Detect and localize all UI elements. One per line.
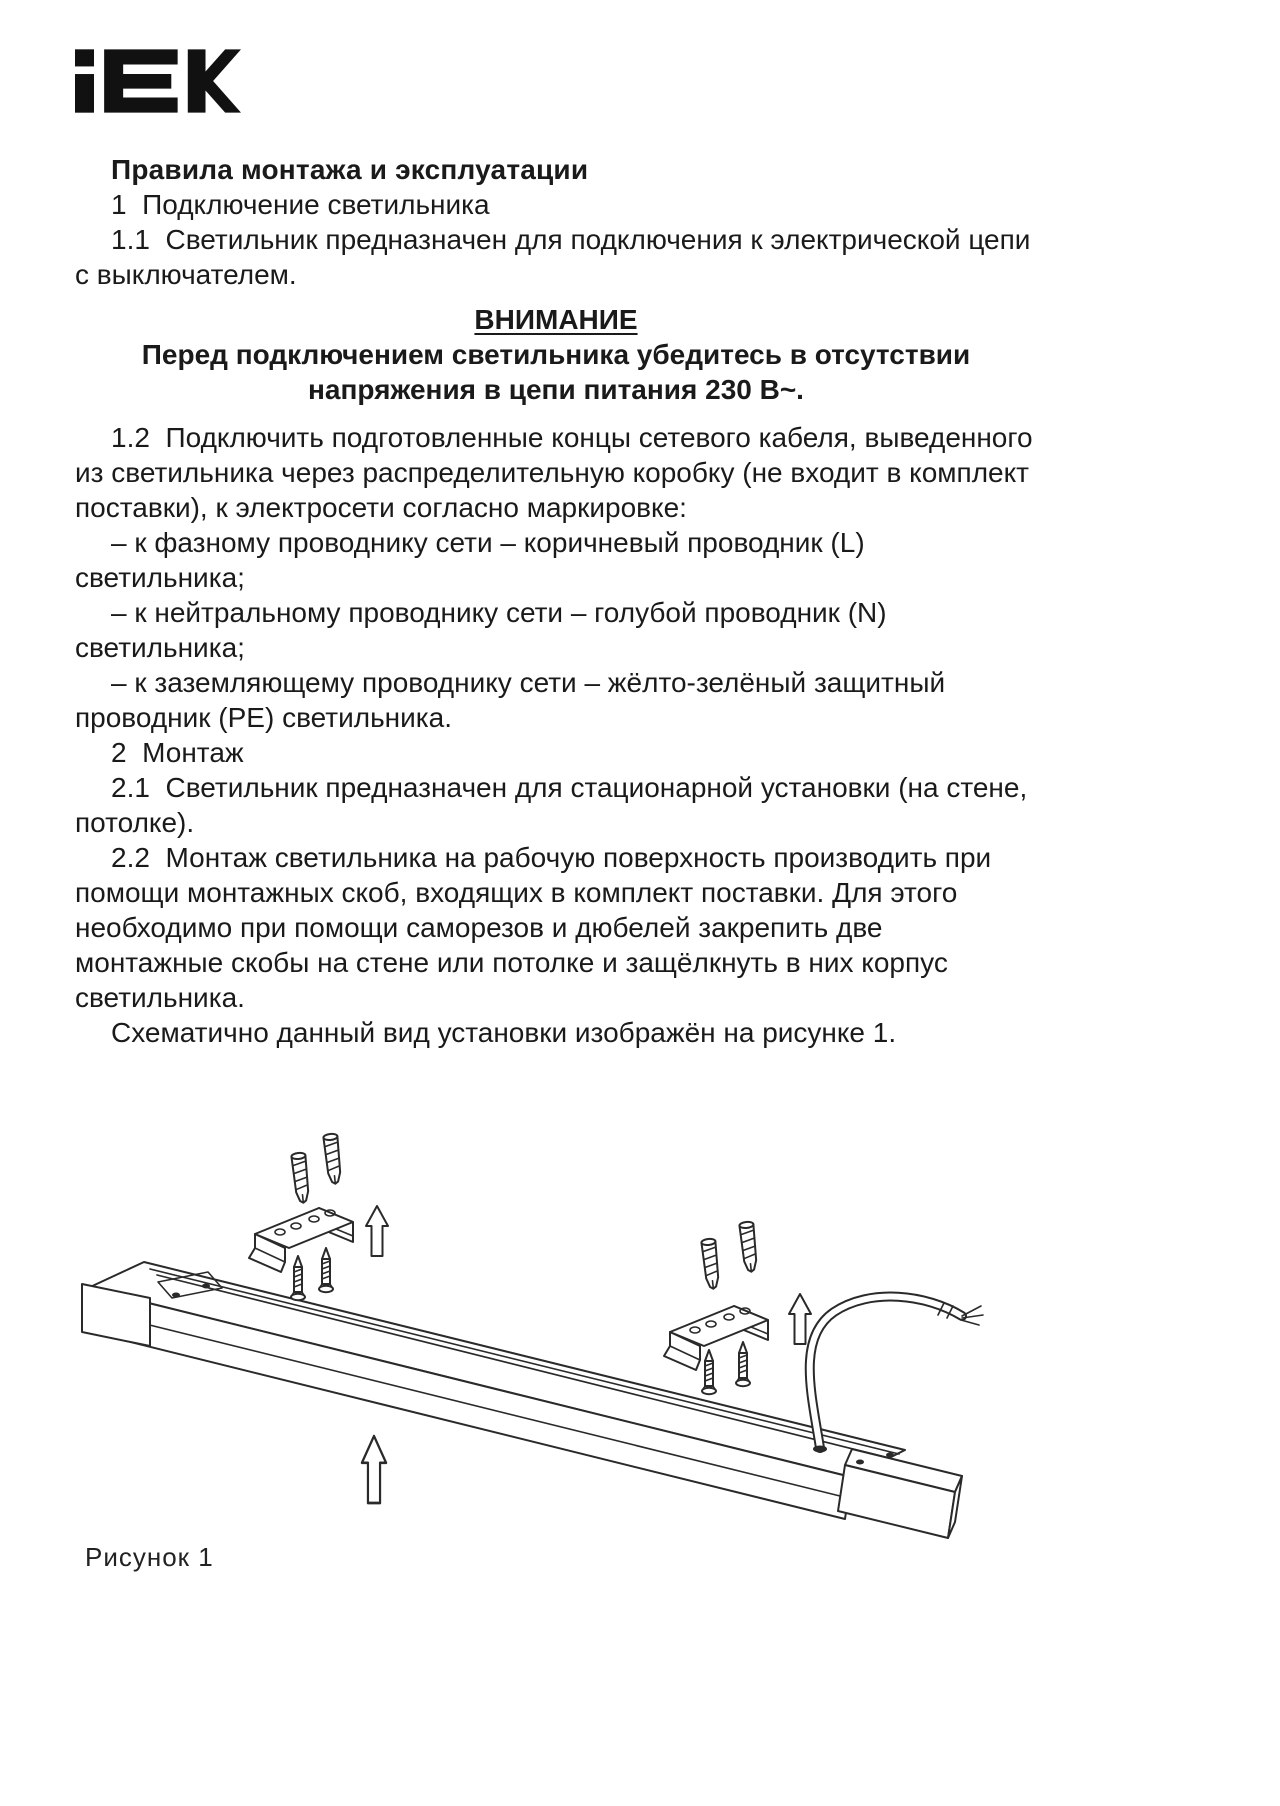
- list-item-neutral-wire: – к нейтральному проводнику сети – голубой проводник (N) светильника;: [75, 597, 895, 663]
- warning-title: ВНИМАНИЕ: [474, 304, 638, 335]
- screw: [291, 1256, 305, 1300]
- paragraph-1-1: 1.1 Светильник предназначен для подключения к электрической цепи с выключателем.: [75, 224, 1039, 290]
- list-item-ground-wire: – к заземляющему проводнику сети – жёлто-зелёный защитный проводник (PE) светильника.: [75, 667, 953, 733]
- wall-plug: [701, 1238, 720, 1289]
- mounting-group-right: [664, 1221, 811, 1394]
- warning-body: Перед подключением светильника убедитесь в отсутствии напряжения в цепи питания 230 В~.: [141, 339, 978, 405]
- fixture-body: [82, 1262, 962, 1538]
- fixture-right-end-cap: [838, 1449, 962, 1538]
- iek-logo: [75, 46, 241, 116]
- paragraph-2-2: 2.2 Монтаж светильника на рабочую поверхность производить при помощи монтажных скоб, входящих в комплект поставки. Для этого необходимо при помощи саморезов и дюбелей закрепить две монтажные скобы на стене или потолке и защёлкнуть в них корпус светильника.: [75, 842, 999, 1013]
- wall-plug: [739, 1221, 758, 1272]
- mounting-group-left: [249, 1133, 388, 1300]
- document-body: [75, 152, 1041, 1050]
- paragraph-2-1: 2.1 Светильник предназначен для стационарной установки (на стене, потолке).: [75, 772, 1036, 838]
- up-arrow: [362, 1436, 386, 1503]
- screw: [702, 1350, 716, 1394]
- screw: [736, 1342, 750, 1386]
- paragraph-2: 2 Монтаж: [111, 737, 244, 768]
- paragraph-1: 1 Подключение светильника: [111, 189, 490, 220]
- up-arrow: [366, 1206, 388, 1256]
- installation-figure: [60, 1000, 1220, 1560]
- page-title: Правила монтажа и эксплуатации: [111, 154, 589, 185]
- paragraph-2-3: Схематично данный вид установки изображён на рисунке 1.: [111, 1017, 897, 1048]
- power-cable: [810, 1297, 983, 1453]
- wall-plug: [323, 1133, 342, 1184]
- mounting-bracket: [664, 1306, 768, 1370]
- up-arrow: [789, 1294, 811, 1344]
- iek-logo-glyphs: [75, 49, 241, 112]
- paragraph-1-2: 1.2 Подключить подготовленные концы сетевого кабеля, выведенного из светильника через распределительную коробку (не входит в комплект поставки), к электросети согласно маркировке:: [75, 422, 1041, 523]
- figure-caption: Рисунок 1: [85, 1542, 214, 1572]
- screw: [319, 1248, 333, 1292]
- list-item-phase-wire: – к фазному проводнику сети – коричневый проводник (L) светильника;: [75, 527, 873, 593]
- wall-plug: [291, 1152, 310, 1203]
